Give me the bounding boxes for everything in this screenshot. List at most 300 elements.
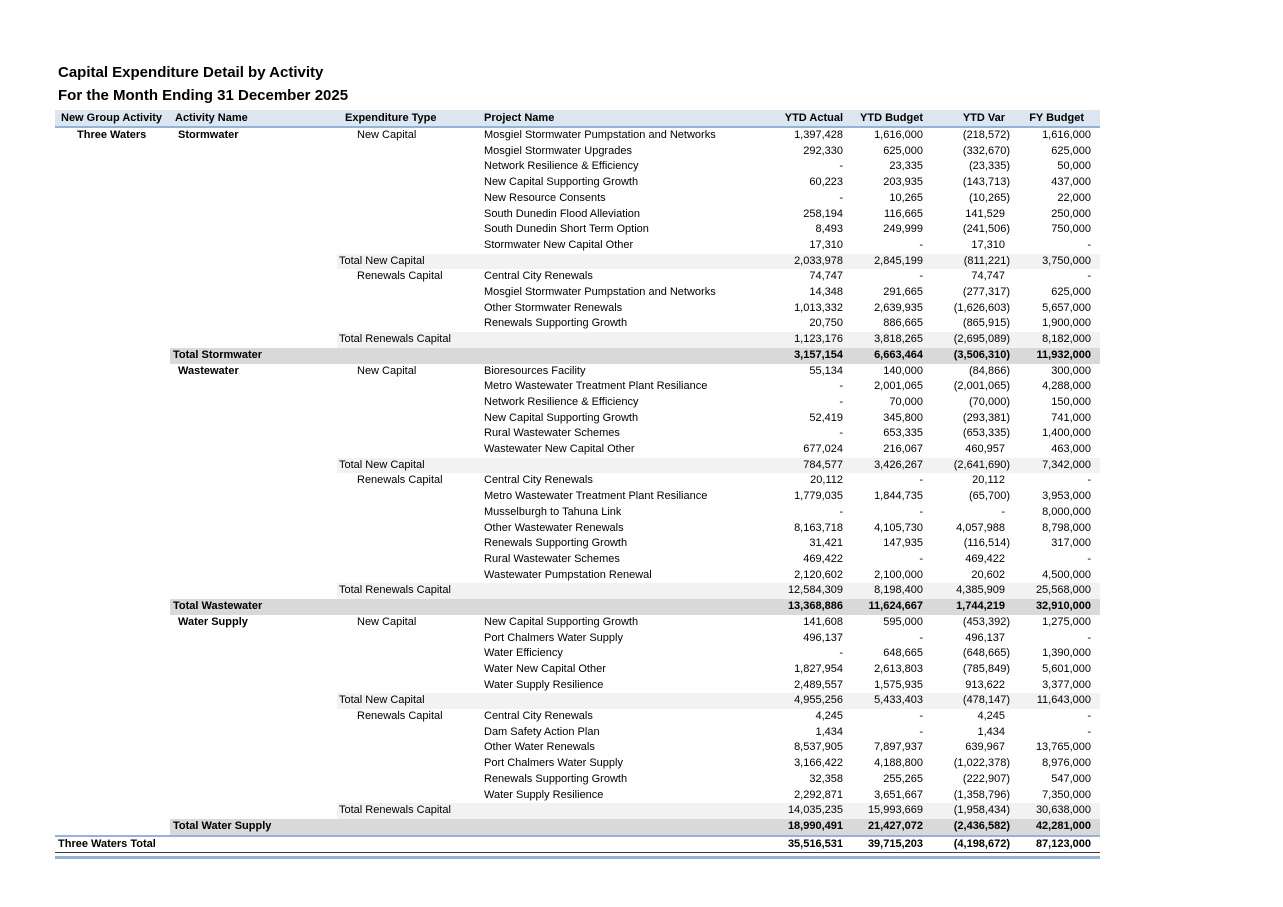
cell-expenditure — [337, 756, 482, 772]
cell-expenditure — [337, 646, 482, 662]
table-row — [55, 756, 1100, 772]
table-row — [55, 316, 1100, 332]
cell-ytd-var: 17,310 — [971, 238, 1005, 251]
cell-group — [55, 364, 170, 380]
cell-ytd-budget: 3,651,667 — [874, 788, 923, 801]
cell-activity — [170, 144, 337, 160]
cell-ytd-var: (2,436,582) — [932, 819, 1014, 836]
cell-project: Port Chalmers Water Supply — [484, 631, 623, 644]
cell-ytd-actual: 17,310 — [809, 238, 843, 251]
cell-ytd-budget: 140,000 — [883, 364, 923, 377]
cell-expenditure: Total Renewals Capital — [337, 803, 482, 819]
cell-ytd-budget: 653,335 — [883, 427, 923, 440]
table-row — [55, 505, 1100, 521]
col-header-ytd-actual: YTD Actual — [770, 110, 852, 127]
cell-project: Network Resilience & Efficiency — [484, 395, 639, 408]
table-row — [55, 348, 1100, 364]
cell-ytd-var: (293,381) — [962, 411, 1010, 424]
cell-ytd-var: 4,385,909 — [932, 583, 1014, 599]
cell-ytd-budget: - — [919, 238, 923, 251]
cell-project: Musselburgh to Tahuna Link — [484, 505, 622, 518]
cell-project: Other Water Renewals — [484, 741, 595, 754]
table-row — [55, 662, 1100, 678]
cell-ytd-actual: 8,537,905 — [794, 741, 843, 754]
cell-activity: Total Water Supply — [170, 819, 337, 836]
cell-project: Mosgiel Stormwater Upgrades — [484, 144, 632, 157]
cell-project: Renewals Supporting Growth — [484, 317, 628, 330]
table-row — [55, 740, 1100, 756]
cell-ytd-actual: 1,397,428 — [794, 129, 843, 141]
cell-group — [55, 756, 170, 772]
cell-fy-budget: 22,000 — [1057, 191, 1091, 204]
cell-project — [482, 254, 770, 270]
cell-project: Metro Wastewater Treatment Plant Resiliance — [484, 490, 708, 503]
cell-group — [55, 662, 170, 678]
table-row — [55, 489, 1100, 505]
cell-group — [55, 395, 170, 411]
cell-ytd-var: (65,700) — [969, 490, 1010, 503]
report-title: Capital Expenditure Detail by Activity — [58, 64, 324, 81]
table-row — [55, 207, 1100, 223]
cell-project: New Resource Consents — [484, 191, 606, 204]
cell-ytd-actual: 20,112 — [810, 474, 843, 487]
cell-activity — [170, 788, 337, 804]
table-row — [55, 364, 1100, 380]
cell-ytd-var: (143,713) — [962, 176, 1010, 189]
cell-ytd-actual: 4,955,256 — [770, 693, 852, 709]
cell-ytd-budget: 6,663,464 — [852, 348, 932, 364]
cell-ytd-var: (241,506) — [962, 223, 1010, 236]
cell-activity — [170, 269, 337, 285]
cell-fy-budget: - — [1087, 552, 1091, 565]
cell-group — [55, 615, 170, 631]
cell-fy-budget: 5,657,000 — [1042, 301, 1091, 314]
cell-fy-budget: 1,390,000 — [1042, 647, 1091, 660]
table-row — [55, 159, 1100, 175]
cell-fy-budget: 8,000,000 — [1042, 505, 1091, 518]
cell-project: South Dunedin Flood Alleviation — [484, 207, 640, 220]
cell-activity — [170, 521, 337, 537]
cell-expenditure: New Capital — [357, 364, 417, 377]
cell-ytd-var: (1,022,378) — [953, 757, 1010, 770]
cell-expenditure — [337, 725, 482, 741]
cell-ytd-var: (2,641,690) — [932, 458, 1014, 474]
cell-activity — [170, 583, 337, 599]
cell-ytd-var: (865,915) — [962, 317, 1010, 330]
cell-ytd-budget: 23,335 — [889, 160, 923, 173]
cell-group — [55, 678, 170, 694]
cell-fy-budget: 1,616,000 — [1042, 129, 1091, 141]
cell-ytd-actual: 1,434 — [815, 725, 843, 738]
cell-project: Other Stormwater Renewals — [484, 301, 623, 314]
cell-group — [55, 505, 170, 521]
cell-fy-budget: 13,765,000 — [1035, 741, 1091, 754]
cell-activity — [170, 646, 337, 662]
cell-expenditure — [337, 316, 482, 332]
cell-fy-budget: 625,000 — [1051, 144, 1091, 157]
cell-project — [482, 458, 770, 474]
cell-project — [482, 803, 770, 819]
cell-ytd-var: (2,695,089) — [932, 332, 1014, 348]
cell-fy-budget: 25,568,000 — [1014, 583, 1100, 599]
cell-ytd-var: (2,001,065) — [953, 380, 1010, 393]
cell-group — [55, 819, 170, 836]
cell-ytd-budget: 39,715,203 — [852, 836, 932, 853]
table-row — [55, 803, 1100, 819]
cell-expenditure: Total New Capital — [337, 254, 482, 270]
cell-activity — [170, 505, 337, 521]
cell-project: Mosgiel Stormwater Pumpstation and Networks — [484, 286, 716, 299]
table-row — [55, 521, 1100, 537]
cell-ytd-var: - — [1001, 505, 1005, 518]
cell-expenditure — [337, 222, 482, 238]
cell-project: Renewals Supporting Growth — [484, 772, 628, 785]
table-row — [55, 788, 1100, 804]
cell-fy-budget: 1,275,000 — [1042, 615, 1091, 628]
cell-activity — [170, 426, 337, 442]
cell-expenditure — [337, 411, 482, 427]
cell-fy-budget: 741,000 — [1051, 411, 1091, 424]
cell-project — [482, 348, 770, 364]
cell-activity — [170, 536, 337, 552]
cell-group — [55, 348, 170, 364]
cell-ytd-budget: 203,935 — [883, 176, 923, 189]
table-row — [55, 379, 1100, 395]
cell-ytd-budget: 595,000 — [883, 615, 923, 628]
cell-ytd-budget: - — [919, 552, 923, 565]
cell-ytd-var: (277,317) — [962, 286, 1010, 299]
cell-ytd-budget: 3,818,265 — [852, 332, 932, 348]
cell-project: Rural Wastewater Schemes — [484, 552, 620, 565]
cell-ytd-budget: - — [919, 474, 923, 487]
cell-activity — [170, 756, 337, 772]
cell-ytd-budget: 1,616,000 — [874, 129, 923, 141]
cell-group — [55, 175, 170, 191]
table-row — [55, 583, 1100, 599]
cell-expenditure — [337, 426, 482, 442]
cell-expenditure — [337, 207, 482, 223]
cell-ytd-actual: 14,035,235 — [770, 803, 852, 819]
cell-expenditure — [337, 175, 482, 191]
table-row — [55, 552, 1100, 568]
col-header-activity-name: Activity Name — [170, 110, 337, 127]
cell-ytd-var: (70,000) — [969, 395, 1010, 408]
cell-activity — [170, 442, 337, 458]
cell-ytd-var: 4,057,988 — [956, 521, 1005, 534]
cell-activity — [170, 725, 337, 741]
cell-fy-budget: 7,342,000 — [1014, 458, 1100, 474]
table-row — [55, 709, 1100, 725]
cell-ytd-var: 1,434 — [977, 725, 1005, 738]
cell-ytd-actual: 60,223 — [809, 176, 843, 189]
cell-fy-budget: - — [1087, 725, 1091, 738]
cell-expenditure — [337, 238, 482, 254]
table-row — [55, 175, 1100, 191]
cell-group — [55, 159, 170, 175]
cell-project: Other Wastewater Renewals — [484, 521, 624, 534]
cell-group — [55, 725, 170, 741]
cell-ytd-budget: - — [919, 270, 923, 283]
cell-ytd-var: (84,866) — [969, 364, 1010, 377]
cell-project — [482, 693, 770, 709]
cell-group — [55, 552, 170, 568]
cell-fy-budget: - — [1087, 238, 1091, 251]
cell-group — [55, 599, 170, 615]
cell-group — [55, 631, 170, 647]
cell-group — [55, 693, 170, 709]
cell-ytd-budget: 5,433,403 — [852, 693, 932, 709]
capital-expenditure-report — [55, 64, 1100, 859]
cell-ytd-var: (653,335) — [962, 427, 1010, 440]
cell-expenditure — [337, 819, 482, 836]
cell-expenditure: New Capital — [357, 129, 417, 141]
cell-ytd-budget: 147,935 — [883, 537, 923, 550]
cell-ytd-actual: 18,990,491 — [770, 819, 852, 836]
cell-expenditure — [337, 536, 482, 552]
cell-ytd-budget: 1,575,935 — [874, 678, 923, 691]
cell-ytd-actual: 2,292,871 — [794, 788, 843, 801]
table-row — [55, 426, 1100, 442]
cell-group: Three Waters — [77, 129, 147, 141]
cell-group — [55, 191, 170, 207]
cell-ytd-actual: 4,245 — [815, 710, 843, 723]
col-header-fy-budget: FY Budget — [1014, 110, 1100, 127]
cell-expenditure — [337, 740, 482, 756]
cell-activity — [170, 191, 337, 207]
cell-project: Central City Renewals — [484, 710, 593, 723]
cell-ytd-var: 74,747 — [971, 270, 1005, 283]
col-header-ytd-budget: YTD Budget — [852, 110, 932, 127]
cell-fy-budget: 8,976,000 — [1042, 757, 1091, 770]
cell-ytd-var: (23,335) — [969, 160, 1010, 173]
cell-ytd-actual: 3,166,422 — [794, 757, 843, 770]
cell-ytd-actual: 292,330 — [803, 144, 843, 157]
cell-activity — [170, 316, 337, 332]
cell-ytd-actual: 74,747 — [809, 270, 843, 283]
cell-ytd-budget: 70,000 — [889, 395, 923, 408]
cell-ytd-var: (116,514) — [963, 537, 1010, 550]
cell-fy-budget: 7,350,000 — [1042, 788, 1091, 801]
cell-project — [482, 332, 770, 348]
cell-ytd-actual: - — [839, 160, 843, 173]
cell-fy-budget: - — [1087, 631, 1091, 644]
cell-ytd-actual: 13,368,886 — [770, 599, 852, 615]
cell-group — [55, 646, 170, 662]
cell-group — [55, 426, 170, 442]
cell-ytd-var: 913,622 — [965, 678, 1005, 691]
cell-fy-budget: 1,400,000 — [1042, 427, 1091, 440]
cell-activity: Wastewater — [178, 364, 239, 377]
cell-fy-budget: 32,910,000 — [1014, 599, 1100, 615]
table-row — [55, 819, 1100, 836]
cell-fy-budget: 50,000 — [1057, 160, 1091, 173]
cell-expenditure: Total New Capital — [337, 693, 482, 709]
cell-ytd-budget: 648,665 — [883, 647, 923, 660]
cell-activity — [170, 552, 337, 568]
cell-activity — [170, 458, 337, 474]
cell-group — [55, 332, 170, 348]
cell-ytd-actual: 496,137 — [803, 631, 843, 644]
table-row — [55, 693, 1100, 709]
cell-ytd-budget: 249,999 — [883, 223, 923, 236]
table-row — [55, 836, 1100, 853]
cell-expenditure — [337, 521, 482, 537]
cell-group — [55, 521, 170, 537]
cell-expenditure — [337, 552, 482, 568]
cell-ytd-actual: - — [839, 380, 843, 393]
cell-expenditure — [337, 379, 482, 395]
table-row — [55, 127, 1100, 144]
cell-ytd-budget: 7,897,937 — [874, 741, 923, 754]
cell-ytd-budget: 2,639,935 — [874, 301, 923, 314]
cell-fy-budget: 437,000 — [1051, 176, 1091, 189]
cell-ytd-budget: - — [919, 710, 923, 723]
cell-activity — [170, 332, 337, 348]
cell-activity — [170, 836, 337, 853]
cell-group — [55, 254, 170, 270]
cell-fy-budget: 8,182,000 — [1014, 332, 1100, 348]
cell-group — [55, 458, 170, 474]
cell-expenditure — [337, 631, 482, 647]
cell-project: Port Chalmers Water Supply — [484, 757, 623, 770]
cell-activity — [170, 395, 337, 411]
cell-group: Three Waters Total — [55, 836, 170, 853]
cell-activity — [170, 411, 337, 427]
table-row — [55, 144, 1100, 160]
cell-activity — [170, 222, 337, 238]
cell-ytd-var: (4,198,672) — [932, 836, 1014, 853]
cell-ytd-actual: - — [839, 647, 843, 660]
table-row — [55, 646, 1100, 662]
cell-project: Mosgiel Stormwater Pumpstation and Networks — [484, 129, 716, 141]
cell-fy-budget: 1,900,000 — [1042, 317, 1091, 330]
cell-activity — [170, 238, 337, 254]
table-row — [55, 238, 1100, 254]
cell-expenditure: Total New Capital — [337, 458, 482, 474]
cell-fy-budget: 11,932,000 — [1014, 348, 1100, 364]
cell-expenditure: Total Renewals Capital — [337, 583, 482, 599]
cell-fy-budget: 300,000 — [1051, 364, 1091, 377]
cell-ytd-actual: 8,163,718 — [794, 521, 843, 534]
cell-ytd-actual: 14,348 — [809, 286, 843, 299]
table-row — [55, 269, 1100, 285]
cell-ytd-var: (811,221) — [932, 254, 1014, 270]
cell-project — [482, 819, 770, 836]
cell-fy-budget: 42,281,000 — [1014, 819, 1100, 836]
cell-fy-budget: 150,000 — [1051, 395, 1091, 408]
cell-activity — [170, 568, 337, 584]
cell-fy-budget: 5,601,000 — [1042, 662, 1091, 675]
table-row — [55, 395, 1100, 411]
cell-ytd-actual: 8,493 — [815, 223, 843, 236]
cell-ytd-budget: 886,665 — [883, 317, 923, 330]
cell-expenditure — [337, 788, 482, 804]
table-row — [55, 772, 1100, 788]
cell-project: Water New Capital Other — [484, 662, 606, 675]
cell-group — [55, 568, 170, 584]
table-row — [55, 442, 1100, 458]
cell-expenditure — [337, 568, 482, 584]
cell-ytd-var: 20,602 — [971, 568, 1005, 581]
cell-ytd-budget: 2,845,199 — [852, 254, 932, 270]
cell-project: Central City Renewals — [484, 474, 593, 487]
cell-group — [55, 772, 170, 788]
cell-fy-budget: 8,798,000 — [1042, 521, 1091, 534]
cell-project: Wastewater Pumpstation Renewal — [484, 568, 652, 581]
cell-ytd-budget: 2,100,000 — [874, 568, 923, 581]
cell-group — [55, 238, 170, 254]
table-body — [55, 127, 1100, 853]
cell-ytd-actual: 469,422 — [803, 552, 843, 565]
cell-fy-budget: 625,000 — [1051, 286, 1091, 299]
cell-fy-budget: 547,000 — [1051, 772, 1091, 785]
table-row — [55, 285, 1100, 301]
cell-activity: Total Stormwater — [170, 348, 337, 364]
cell-ytd-actual: 32,358 — [809, 772, 843, 785]
expenditure-table — [55, 110, 1100, 853]
table-row — [55, 332, 1100, 348]
cell-ytd-actual: 677,024 — [803, 443, 843, 456]
cell-group — [55, 316, 170, 332]
cell-fy-budget: 4,500,000 — [1042, 568, 1091, 581]
cell-ytd-actual: 52,419 — [809, 411, 843, 424]
cell-expenditure — [337, 678, 482, 694]
table-header-row — [55, 110, 1100, 127]
table-row — [55, 568, 1100, 584]
cell-ytd-var: 141,529 — [965, 207, 1005, 220]
cell-fy-budget: 317,000 — [1051, 537, 1091, 550]
cell-project: Bioresources Facility — [484, 364, 586, 377]
cell-ytd-var: (1,626,603) — [953, 301, 1010, 314]
cell-group — [55, 442, 170, 458]
col-header-expenditure-type: Expenditure Type — [337, 110, 482, 127]
cell-ytd-var: 460,957 — [965, 443, 1005, 456]
cell-activity — [170, 489, 337, 505]
cell-activity — [170, 740, 337, 756]
cell-project: Water Efficiency — [484, 647, 563, 660]
cell-fy-budget: 3,750,000 — [1014, 254, 1100, 270]
cell-ytd-budget: 345,800 — [883, 411, 923, 424]
cell-ytd-budget: 3,426,267 — [852, 458, 932, 474]
table-row — [55, 411, 1100, 427]
cell-ytd-var: (218,572) — [962, 129, 1010, 141]
cell-expenditure — [337, 662, 482, 678]
cell-fy-budget: 3,377,000 — [1042, 678, 1091, 691]
cell-activity — [170, 159, 337, 175]
cell-ytd-actual: 1,013,332 — [794, 301, 843, 314]
col-header-ytd-var: YTD Var — [932, 110, 1014, 127]
cell-activity — [170, 254, 337, 270]
cell-fy-budget: 463,000 — [1051, 443, 1091, 456]
cell-project: Central City Renewals — [484, 270, 593, 283]
cell-project: Water Supply Resilience — [484, 678, 604, 691]
report-subtitle: For the Month Ending 31 December 2025 — [58, 87, 349, 104]
cell-group — [55, 489, 170, 505]
cell-activity — [170, 709, 337, 725]
cell-fy-budget: - — [1087, 270, 1091, 283]
cell-ytd-var: (1,958,434) — [932, 803, 1014, 819]
cell-ytd-actual: 1,779,035 — [794, 490, 843, 503]
cell-project: South Dunedin Short Term Option — [484, 223, 649, 236]
cell-ytd-actual: 1,123,176 — [770, 332, 852, 348]
cell-ytd-actual: 2,033,978 — [770, 254, 852, 270]
cell-activity — [170, 285, 337, 301]
cell-project — [482, 599, 770, 615]
cell-project: New Capital Supporting Growth — [484, 411, 639, 424]
cell-project: Metro Wastewater Treatment Plant Resiliance — [484, 380, 708, 393]
cell-project: Wastewater New Capital Other — [484, 443, 635, 456]
cell-fy-budget: 750,000 — [1051, 223, 1091, 236]
